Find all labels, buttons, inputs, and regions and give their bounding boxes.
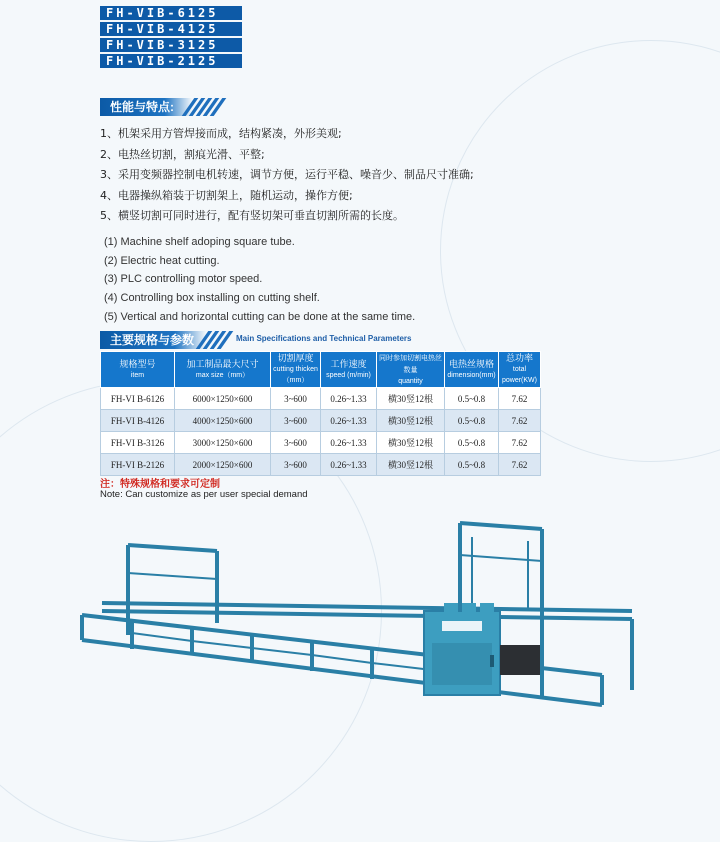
model-bar: FH-VIB-2125: [100, 54, 242, 68]
note-chinese: 注：特殊规格和要求可定制: [100, 479, 220, 490]
table-row: [101, 454, 541, 476]
table-cell: 横30竖12根: [377, 454, 445, 476]
table-cell: 3000×1250×600: [175, 432, 271, 454]
table-cell: 0.5~0.8: [445, 410, 499, 432]
specs-subtitle: Main Specifications and Technical Parameters: [236, 334, 412, 343]
column-header: 工作速度 speed (m/min): [321, 352, 377, 388]
features-heading: [100, 98, 192, 116]
table-cell: 7.62: [499, 388, 541, 410]
table-cell: 0.26~1.33: [321, 410, 377, 432]
table-cell: FH-VI B-3126: [101, 432, 175, 454]
column-header: 规格型号 item: [101, 352, 175, 388]
table-cell: 3~600: [271, 454, 321, 476]
feature-item-en: (5) Vertical and horizontal cutting can be done at the same time.: [104, 310, 416, 323]
table-cell: 0.5~0.8: [445, 454, 499, 476]
column-header: 同时参加切割电热丝数量 quantity: [377, 352, 445, 388]
feature-item: 1、机架采用方管焊接而成，结构紧凑，外形美观;: [100, 127, 342, 140]
feature-item-en: (2) Electric heat cutting.: [104, 254, 220, 267]
table-header-row: [101, 352, 541, 388]
model-bar: FH-VIB-3125: [100, 38, 242, 52]
stripe-decoration: [188, 98, 220, 116]
features-list-en: [104, 233, 415, 327]
table-cell: 7.62: [499, 432, 541, 454]
table-cell: 横30竖12根: [377, 410, 445, 432]
feature-item: 5、横竖切割可同时进行，配有竖切架可垂直切割所需的长度。: [100, 209, 404, 222]
table-cell: 3~600: [271, 410, 321, 432]
feature-item: 3、采用变频器控制电机转速，调节方便，运行平稳、噪音少、制品尺寸准确;: [100, 168, 474, 181]
model-bar: FH-VIB-6125: [100, 6, 242, 20]
table-cell: 3~600: [271, 388, 321, 410]
feature-item-en: (4) Controlling box installing on cutting shelf.: [104, 292, 320, 305]
table-cell: 0.5~0.8: [445, 432, 499, 454]
model-list: [100, 6, 242, 70]
specs-title: 主要规格与参数: [110, 333, 195, 347]
features-list-cn: [100, 124, 474, 227]
table-cell: 7.62: [499, 410, 541, 432]
column-header: 切割厚度 cutting thicken（mm）: [271, 352, 321, 388]
table-row: [101, 432, 541, 454]
table-cell: 0.26~1.33: [321, 388, 377, 410]
column-header: 电热丝规格 dimension(mm): [445, 352, 499, 388]
specs-heading: [100, 331, 206, 349]
note-english: Note: Can customize as per user special demand: [100, 489, 308, 500]
table-cell: FH-VI B-2126: [101, 454, 175, 476]
table-cell: 0.5~0.8: [445, 388, 499, 410]
table-cell: 3~600: [271, 432, 321, 454]
table-row: [101, 388, 541, 410]
feature-item: 4、电器操纵箱装于切割架上，随机运动，操作方便;: [100, 188, 353, 202]
column-header: 总功率 total power(KW): [499, 352, 541, 388]
table-cell: 6000×1250×600: [175, 388, 271, 410]
table-cell: FH-VI B-4126: [101, 410, 175, 432]
table-row: [101, 410, 541, 432]
table-cell: 7.62: [499, 454, 541, 476]
stripe-decoration: [202, 331, 227, 349]
model-bar: FH-VIB-4125: [100, 22, 242, 36]
feature-item-en: (1) Machine shelf adoping square tube.: [104, 236, 295, 248]
table-cell: FH-VI B-6126: [101, 388, 175, 410]
cutting-machine-image: [72, 515, 652, 720]
feature-item-en: (3) PLC controlling motor speed.: [104, 273, 263, 286]
table-cell: 0.26~1.33: [321, 432, 377, 454]
table-cell: 横30竖12根: [377, 432, 445, 454]
column-header: 加工制品最大尺寸 max size（mm）: [175, 352, 271, 388]
table-cell: 4000×1250×600: [175, 410, 271, 432]
features-title: 性能与特点:: [110, 100, 174, 114]
table-cell: 0.26~1.33: [321, 454, 377, 476]
spec-table: [100, 351, 541, 476]
table-cell: 横30竖12根: [377, 388, 445, 410]
feature-item: 2、电热丝切割，割痕光滑、平整;: [100, 147, 265, 161]
table-cell: 2000×1250×600: [175, 454, 271, 476]
